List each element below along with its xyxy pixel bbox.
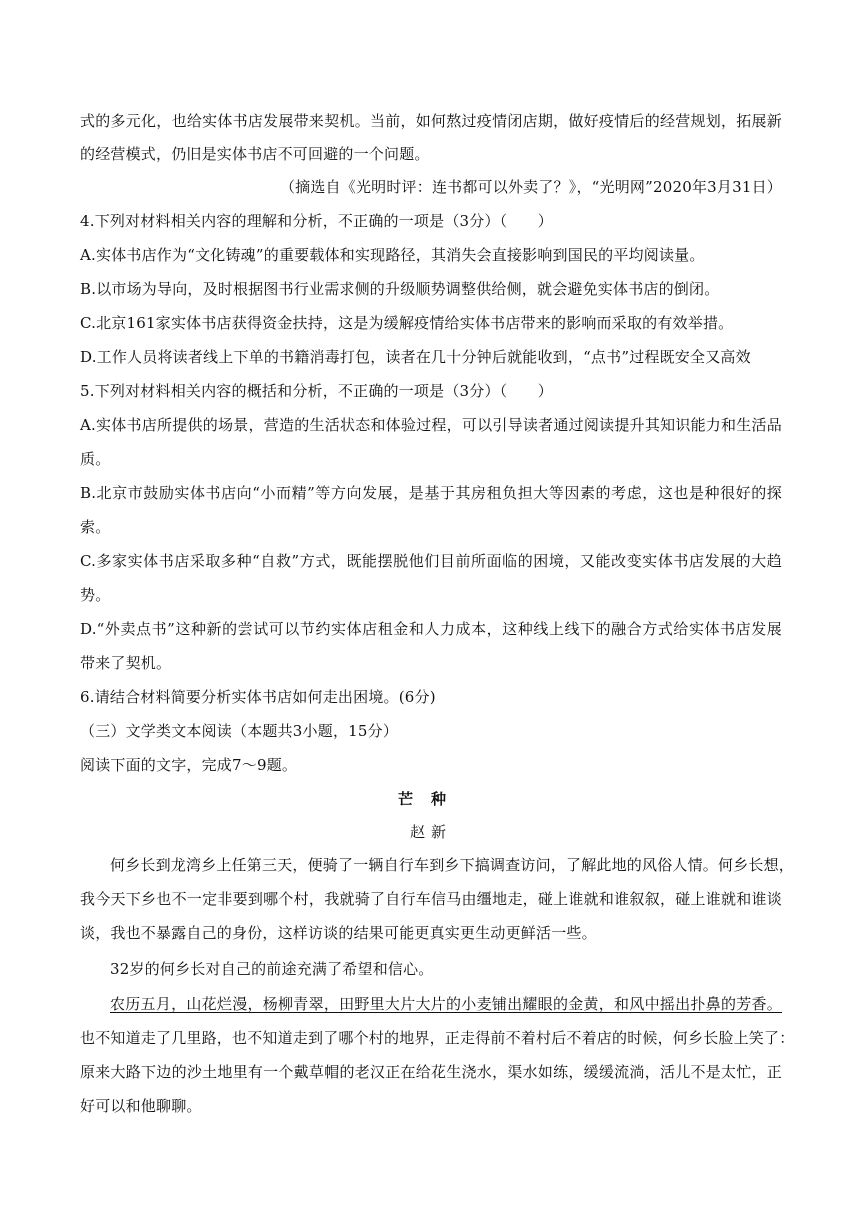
- passage-end-line-1: 式的多元化，也给实体书店发展带来契机。当前，如何熬过疫情闭店期，做好疫情后的经营规划，拓展新: [80, 112, 782, 130]
- question-5-option-c-line-2: 势。: [80, 586, 111, 604]
- question-5-option-a-line-1: A.实体书店所提供的场景，营造的生活状态和体验过程，可以引导读者通过阅读提升其知识能力和生活品: [80, 416, 782, 434]
- story-paragraph-3-line-4: 好可以和他聊聊。: [80, 1097, 202, 1115]
- story-author: 赵新: [409, 823, 452, 841]
- question-5-option-b-line-2: 索。: [80, 518, 111, 536]
- question-5-option-b-line-1: B.北京市鼓励实体书店向“小而精”等方向发展，是基于其房租负担大等因素的考虑，这也是种很好的探: [80, 484, 782, 502]
- story-paragraph-3-line-3: 原来大路下边的沙土地里有一个戴草帽的老汉正在给花生浇水，渠水如练，缓缓流淌，活儿不是太忙，正: [80, 1063, 782, 1081]
- source-citation: （摘选自《光明时评：连书都可以外卖了？》，“光明网”2020年3月31日）: [279, 178, 782, 196]
- underlined-sentence: 农历五月，山花烂漫，杨柳青翠，田野里大片大片的小麦铺出耀眼的金黄，和风中摇出扑鼻的芳香。: [110, 995, 782, 1013]
- question-4-option-a: A.实体书店作为“文化铸魂”的重要载体和实现路径，其消失会直接影响到国民的平均阅读量。: [80, 246, 705, 264]
- story-paragraph-2: 32岁的何乡长对自己的前途充满了希望和信心。: [110, 960, 434, 978]
- question-5-option-c-line-1: C.多家实体书店采取多种“自救”方式，既能摆脱他们目前所面临的困境，又能改变实体书店发展的大趋: [80, 552, 782, 570]
- question-4-option-c: C.北京161家实体书店获得资金扶持，这是为缓解疫情给实体书店带来的影响而采取的有效举措。: [80, 314, 734, 332]
- story-title: 芒种: [397, 790, 464, 808]
- question-5-option-d-line-1: D.“外卖点书”这种新的尝试可以节约实体店租金和人力成本，这种线上线下的融合方式给实体书店发展: [80, 620, 782, 638]
- question-4-option-d: D.工作人员将读者线上下单的书籍消毒打包，读者在几十分钟后就能收到，“点书”过程既安全又高效: [80, 348, 751, 366]
- question-5-option-d-line-2: 带来了契机。: [80, 654, 172, 672]
- story-paragraph-1-line-3: 谈，我也不暴露自己的身份，这样访谈的结果可能更真实更生动更鲜活一些。: [80, 924, 597, 942]
- section-3-instruction: 阅读下面的文字，完成7～9题。: [80, 756, 298, 774]
- question-4-option-b: B.以市场为导向，及时根据图书行业需求侧的升级顺势调整供给侧，就会避免实体书店的倒闭。: [80, 280, 720, 298]
- question-5-stem: 5.下列对材料相关内容的概括和分析，不正确的一项是（3分）（ ）: [80, 382, 553, 400]
- passage-end-line-2: 的经营模式，仍旧是实体书店不可回避的一个问题。: [80, 145, 430, 163]
- question-5-option-a-line-2: 质。: [80, 450, 111, 468]
- story-paragraph-1-line-1: 何乡长到龙湾乡上任第三天，便骑了一辆自行车到乡下搞调查访问，了解此地的风俗人情。何乡长想，: [110, 856, 795, 874]
- story-paragraph-3-underlined: [110, 993, 782, 1015]
- question-4-stem: 4.下列对材料相关内容的理解和分析，不正确的一项是（3分）（ ）: [80, 212, 553, 230]
- section-3-heading: （三）文学类文本阅读（本题共3小题，15分）: [80, 722, 399, 740]
- question-6-stem: 6.请结合材料简要分析实体书店如何走出困境。(6分): [80, 688, 436, 706]
- story-paragraph-1-line-2: 我今天下乡也不一定非要到哪个村，我就骑了自行车信马由缰地走，碰上谁就和谁叙叙，碰上谁就和谁谈: [80, 890, 782, 908]
- story-paragraph-3-line-2: 也不知道走了几里路，也不知道走到了哪个村的地界，正走得前不着村后不着店的时候，何乡长脸上笑了：: [80, 1029, 795, 1047]
